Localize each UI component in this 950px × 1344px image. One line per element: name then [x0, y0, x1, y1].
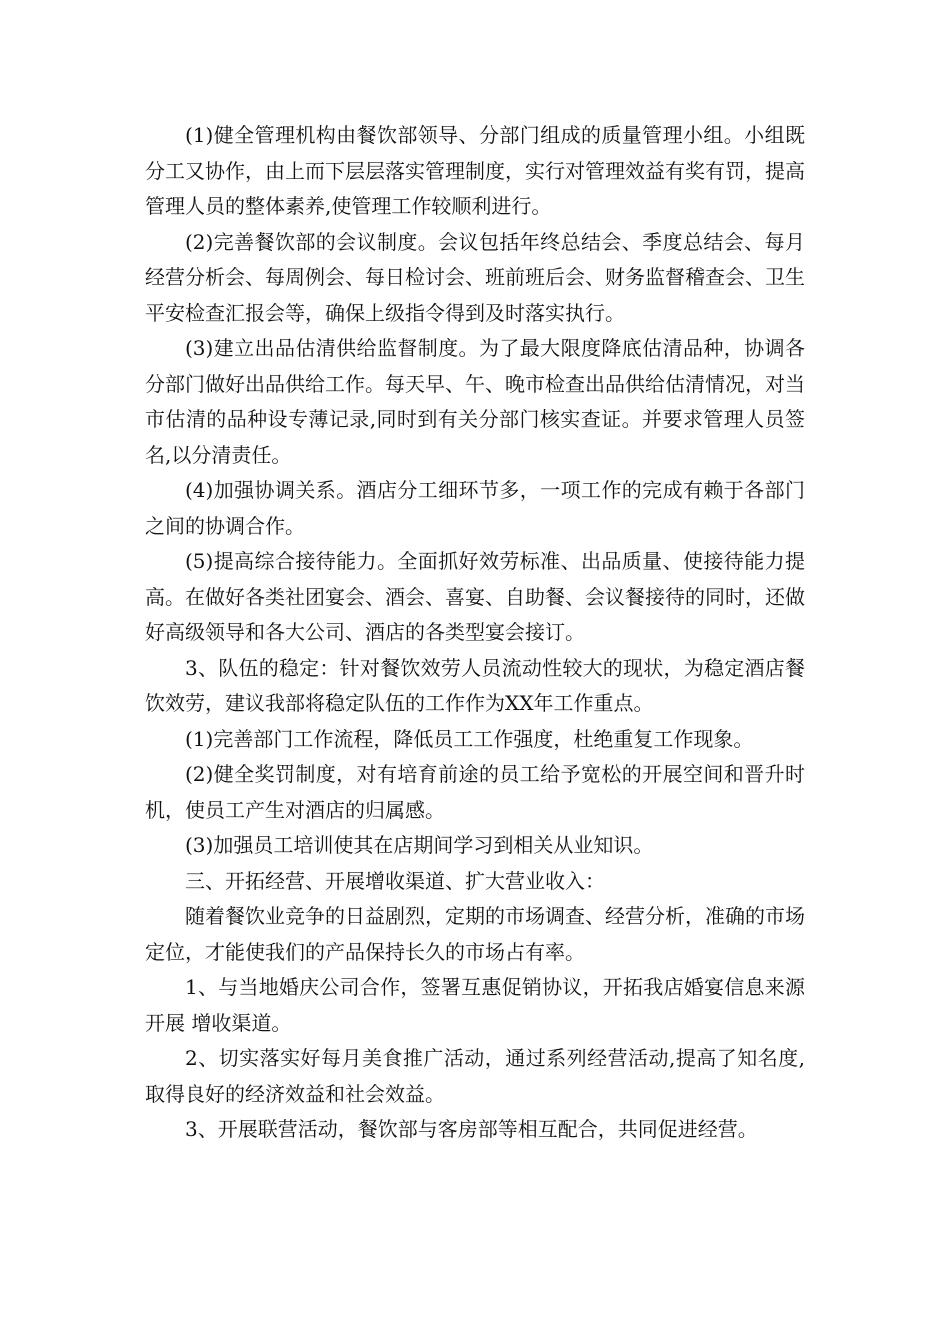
paragraph-1: (1)健全管理机构由餐饮部领导、分部门组成的质量管理小组。小组既分工又协作，由上而下层层落实管理制度，实行对管理效益有奖有罚，提高管理人员的整体素养,使管理工作较顺利进行。	[145, 123, 805, 218]
section-heading: 三、开拓经营、开展增收渠道、扩大营业收入：	[185, 868, 605, 893]
paragraph-7: (1)完善部门工作流程，降低员工工作强度，杜绝重复工作现象。	[185, 726, 754, 751]
paragraph-11: 随着餐饮业竞争的日益剧烈，定期的市场调查、经营分析，准确的市场定位，才能使我们的产品保持长久的市场占有率。	[145, 904, 805, 964]
paragraph-2: (2)完善餐饮部的会议制度。会议包括年终总结会、季度总结会、每月经营分析会、每周例会、每日检讨会、班前班后会、财务监督稽查会、卫生平安检查汇报会等，确保上级指令得到及时落实执行。	[145, 229, 805, 325]
paragraph-6: 3、队伍的稳定：针对餐饮效劳人员流动性较大的现状，为稳定酒店餐饮效劳，建议我部将稳定队伍的工作作为XX年工作重点。	[145, 655, 805, 715]
paragraph-5: (5)提高综合接待能力。全面抓好效劳标准、出品质量、使接待能力提高。在做好各类社团宴会、酒会、喜宴、自助餐、会议餐接待的同时，还做好高级领导和各大公司、酒店的各类型宴会接订。	[145, 549, 805, 644]
paragraph-4: (4)加强协调关系。酒店分工细环节多，一项工作的完成有赖于各部门之间的协调合作。	[145, 478, 805, 538]
document-body	[145, 118, 805, 1148]
paragraph-13: 2、切实落实好每月美食推广活动，通过系列经营活动,提高了知名度,取得良好的经济效益和社会效益。	[145, 1046, 805, 1106]
paragraph-12: 1、与当地婚庆公司合作，签署互惠促销协议，开拓我店婚宴信息来源开展 增收渠道。	[145, 975, 805, 1035]
paragraph-8: (2)健全奖罚制度，对有培育前途的员工给予宽松的开展空间和晋升时机，使员工产生对酒店的归属感。	[145, 762, 805, 822]
paragraph-14: 3、开展联营活动，餐饮部与客房部等相互配合，共同促进经营。	[185, 1117, 758, 1141]
paragraph-9: (3)加强员工培训使其在店期间学习到相关从业知识。	[185, 833, 654, 857]
paragraph-3: (3)建立出品估清供给监督制度。为了最大限度降底估清品种，协调各分部门做好出品供给工作。每天早、午、晚市检查出品供给估清情况，对当市估清的品种设专薄记录,同时到有关分部门核实查证。并要求管理人员签名,以分清责任。	[145, 336, 805, 467]
